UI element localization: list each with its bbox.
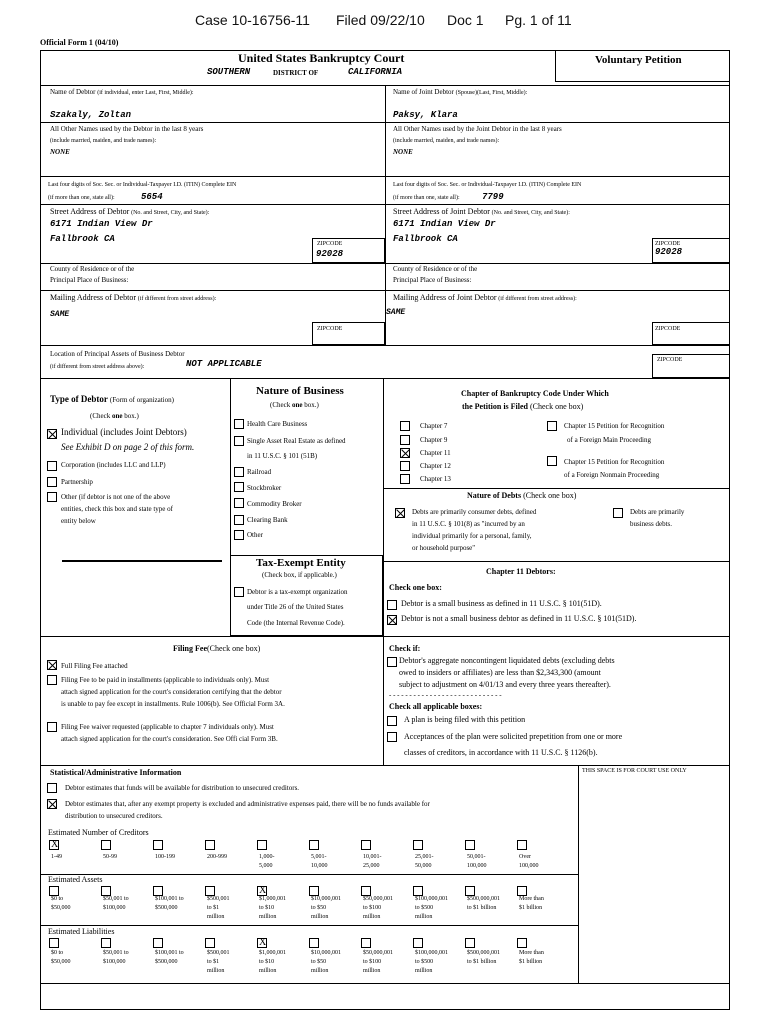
assets-range-label: to $1 billion [467, 905, 497, 911]
assets-range-label: million [415, 914, 433, 920]
liabilities-range-label: million [415, 968, 433, 974]
no-funds-line2: distribution to unsecured creditors. [65, 812, 163, 820]
clearing-bank-checkbox[interactable] [234, 515, 244, 525]
nature-debts-title: Nature of Debts (Check one box) [467, 491, 577, 500]
assets-range-label: to $1 [207, 905, 220, 911]
liabilities-range-label: $1 billion [519, 959, 543, 965]
divider [383, 488, 730, 489]
installments-checkbox[interactable] [47, 675, 57, 685]
plan-filed-checkbox[interactable] [387, 716, 397, 726]
divider [40, 925, 578, 926]
joint-mail-zip-label: ZIPCODE [655, 326, 681, 332]
railroad-checkbox[interactable] [234, 467, 244, 477]
joint-other-names-value: NONE [393, 148, 413, 156]
liabilities-range-checkbox[interactable] [257, 938, 267, 948]
creditors-range-checkbox[interactable] [517, 840, 527, 850]
assets-range-label: $100,001 to [155, 896, 184, 902]
form-id: Official Form 1 (04/10) [40, 38, 119, 47]
assets-range-checkbox[interactable] [361, 886, 371, 896]
debtor-name-value: Szakaly, Zoltan [50, 110, 132, 120]
divider [383, 561, 730, 562]
joint-county-label2: Principal Place of Business: [393, 276, 472, 284]
business-debts-checkbox[interactable] [613, 508, 623, 518]
chapter-11-label: Chapter 11 [420, 449, 451, 457]
creditors-range-label: 50-99 [103, 854, 117, 860]
page-number: Pg. 1 of 11 [505, 12, 572, 28]
debtor-other-names-label: All Other Names used by the Debtor in the last 8 years [50, 125, 204, 133]
corporation-label: Corporation (includes LLC and LLP) [61, 461, 166, 469]
liabilities-label: Estimated Liabilities [48, 927, 115, 936]
liabilities-range-label: to $50 [311, 959, 327, 965]
chapter-title2: the Petition is Filed (Check one box) [462, 402, 584, 411]
assets-range-label: $50,000,001 [363, 896, 393, 902]
corporation-checkbox[interactable] [47, 461, 57, 471]
chapter-15-main-line2: of a Foreign Main Proceeding [567, 436, 651, 444]
commodity-label: Commodity Broker [247, 500, 302, 508]
no-funds-line1: Debtor estimates that, after any exempt property is excluded and administrative expenses paid, there will be no funds available for [65, 800, 430, 808]
court-title: United States Bankruptcy Court [238, 51, 405, 65]
doc-number: Doc 1 [447, 12, 484, 28]
liabilities-range-checkbox[interactable] [517, 938, 527, 948]
aggregate-debts-line1: Debtor's aggregate noncontingent liquidated debts (excluding debts [399, 656, 615, 665]
liabilities-range-checkbox[interactable] [361, 938, 371, 948]
divider [40, 378, 730, 379]
creditors-range-label: 200-999 [207, 854, 227, 860]
acceptances-checkbox[interactable] [387, 732, 397, 742]
chapter-13-label: Chapter 13 [420, 475, 451, 483]
type-check-hint: (Check one box.) [90, 412, 139, 420]
creditors-range-label: 25,001- [415, 854, 434, 860]
creditors-label: Estimated Number of Creditors [48, 828, 149, 837]
debtor-other-names-hint: (include married, maiden, and trade names): [50, 138, 157, 144]
filed-date: Filed 09/22/10 [336, 12, 425, 28]
assets-range-label: $50,001 to [103, 896, 129, 902]
case-number: Case 10-16756-11 [195, 12, 310, 28]
divider [40, 122, 730, 123]
divider [40, 345, 730, 346]
acceptances-line2: classes of creditors, in accordance with 11 U.S.C. § 1126(b). [404, 748, 598, 757]
creditors-range-checkbox[interactable] [257, 840, 267, 850]
assets-range-checkbox[interactable] [465, 886, 475, 896]
chapter-12-checkbox[interactable] [400, 461, 410, 471]
joint-other-names-label: All Other Names used by the Joint Debtor in the last 8 years [393, 125, 562, 133]
divider [40, 765, 730, 766]
consumer-debts-checkbox[interactable] [395, 508, 405, 518]
liabilities-range-label: million [259, 968, 277, 974]
installments-line2: attach signed application for the court's consideration certifying that the debtor [61, 688, 282, 696]
assets-location-hint: (if different from street address above): [50, 364, 145, 370]
liabilities-range-label: to $500 [415, 959, 434, 965]
assets-label: Estimated Assets [48, 875, 103, 884]
creditors-range-checkbox[interactable] [153, 840, 163, 850]
assets-range-checkbox[interactable] [101, 886, 111, 896]
joint-name-value: Paksy, Klara [393, 110, 458, 120]
divider [40, 874, 578, 875]
joint-ssn-hint: (if more than one, state all): [393, 195, 460, 201]
creditors-range-checkbox[interactable] [361, 840, 371, 850]
other-entity-line2: entities, check this box and state type of [61, 505, 173, 513]
aggregate-debts-line2: owed to insiders or affiliates) are less than $2,343,300 (amount [399, 668, 601, 677]
single-asset-line2: in 11 U.S.C. § 101 (51B) [247, 452, 318, 460]
liabilities-range-checkbox[interactable] [309, 938, 319, 948]
plan-filed-label: A plan is being filed with this petition [404, 715, 526, 724]
liabilities-range-checkbox[interactable] [153, 938, 163, 948]
joint-county-label: County of Residence or of the [393, 265, 478, 273]
chapter-9-label: Chapter 9 [420, 436, 448, 444]
individual-label: Individual (includes Joint Debtors) [61, 427, 187, 437]
creditors-range-label: Over [519, 854, 531, 860]
statistical-title: Statistical/Administrative Information [50, 768, 182, 777]
petition-title: Voluntary Petition [595, 54, 682, 66]
assets-range-checkbox[interactable] [205, 886, 215, 896]
chapter-11-checkbox[interactable] [400, 448, 410, 458]
liabilities-range-label: $500,000 [155, 959, 178, 965]
aggregate-debts-checkbox[interactable] [387, 657, 397, 667]
assets-range-label: $500,000 [155, 905, 178, 911]
debtor-mailing-value: SAME [50, 310, 70, 319]
liabilities-range-label: More than [519, 950, 544, 956]
assets-range-label: $1,000,001 [259, 896, 286, 902]
chapter-15-main-line1: Chapter 15 Petition for Recognition [564, 422, 665, 430]
debtor-name-label: Name of Debtor (if individual, enter Last, First, Middle): [50, 88, 194, 96]
chapter-7-label: Chapter 7 [420, 422, 448, 430]
single-asset-checkbox[interactable] [234, 436, 244, 446]
joint-zip-value: 92028 [655, 247, 683, 257]
creditors-range-checkbox[interactable] [413, 840, 423, 850]
commodity-checkbox[interactable] [234, 498, 244, 508]
creditors-range-label: 100-199 [155, 854, 175, 860]
chapter-12-label: Chapter 12 [420, 462, 451, 470]
liabilities-range-label: million [363, 968, 381, 974]
small-business-checkbox[interactable] [387, 600, 397, 610]
small-business-label: Debtor is a small business as defined in 11 U.S.C. § 101(51D). [401, 599, 602, 608]
liabilities-range-label: $100,001 to [155, 950, 184, 956]
divider [578, 765, 579, 983]
creditors-range-label: 5,001- [311, 854, 327, 860]
check-all-label: Check all applicable boxes: [389, 702, 483, 711]
exhibit-d-note: See Exhibit D on page 2 of this form. [61, 442, 195, 452]
assets-range-label: $100,000 [103, 905, 126, 911]
fee-waiver-checkbox[interactable] [47, 722, 57, 732]
liabilities-range-checkbox[interactable] [101, 938, 111, 948]
assets-location-label: Location of Principal Assets of Business Debtor [50, 350, 185, 358]
chapter-15-nonmain-line2: of a Foreign Nonmain Proceeding [564, 471, 660, 479]
not-small-business-label: Debtor is not a small business debtor as defined in 11 U.S.C. § 101(51D). [401, 614, 637, 623]
debtor-street-line1: 6171 Indian View Dr [50, 219, 153, 229]
assets-range-checkbox[interactable] [153, 886, 163, 896]
liabilities-selected-mark: X [259, 937, 267, 948]
creditors-range-checkbox[interactable] [49, 840, 59, 850]
divider [385, 85, 386, 345]
chapter-15-nonmain-line1: Chapter 15 Petition for Recognition [564, 458, 665, 466]
chapter-15-main-checkbox[interactable] [547, 421, 557, 431]
divider [40, 176, 730, 177]
assets-range-checkbox[interactable] [413, 886, 423, 896]
nature-business-check: (Check one box.) [270, 401, 319, 409]
consumer-debts-line1: Debts are primarily consumer debts, defined [412, 508, 537, 516]
divider [40, 204, 730, 205]
assets-range-label: to $10 [259, 905, 275, 911]
creditors-range-label: 100,000 [519, 863, 539, 869]
business-debts-line1: Debts are primarily [630, 508, 685, 516]
assets-range-label: $500,001 [207, 896, 230, 902]
installments-line3: is unable to pay fee except in installments. Rule 1006(b). See Official Form 3A. [61, 700, 285, 708]
liabilities-range-label: to $1 billion [467, 959, 497, 965]
aggregate-debts-line3: subject to adjustment on 4/01/13 and every three years thereafter). [399, 680, 611, 689]
chapter-7-checkbox[interactable] [400, 421, 410, 431]
court-use-only: THIS SPACE IS FOR COURT USE ONLY [582, 768, 687, 774]
creditors-selected-mark: X [51, 839, 59, 850]
assets-range-label: $500,000,001 [467, 896, 500, 902]
creditors-range-label: 1,000- [259, 854, 275, 860]
assets-range-label: $1 billion [519, 905, 543, 911]
creditors-range-label: 50,000 [415, 863, 432, 869]
other-entity-line [62, 560, 222, 562]
joint-mailing-label: Mailing Address of Joint Debtor (if different from street address): [393, 293, 577, 302]
tax-exempt-checkbox[interactable] [234, 587, 244, 597]
type-of-debtor-title: Type of Debtor (Form of organization) [50, 394, 174, 404]
chapter-15-nonmain-checkbox[interactable] [547, 456, 557, 466]
full-fee-label: Full Filing Fee attached [61, 662, 128, 670]
stockbroker-label: Stockbroker [247, 484, 282, 492]
joint-zip-label: ZIPCODE [655, 241, 681, 247]
joint-name-label: Name of Joint Debtor (Spouse)(Last, First, Middle): [393, 88, 528, 96]
liabilities-range-checkbox[interactable] [413, 938, 423, 948]
assets-range-label: to $500 [415, 905, 434, 911]
liabilities-range-label: to $1 [207, 959, 220, 965]
district-state: CALIFORNIA [348, 67, 403, 77]
creditors-range-checkbox[interactable] [309, 840, 319, 850]
creditors-range-checkbox[interactable] [465, 840, 475, 850]
consumer-debts-line2: in 11 U.S.C. § 101(8) as "incurred by an [412, 520, 525, 528]
check-if-label: Check if: [389, 644, 421, 653]
debtor-zip-label: ZIPCODE [317, 241, 343, 247]
district-of: DISTRICT OF [273, 69, 319, 77]
creditors-range-checkbox[interactable] [101, 840, 111, 850]
partnership-label: Partnership [61, 478, 93, 486]
other-entity-line1: Other (if debtor is not one of the above [61, 493, 171, 501]
partnership-checkbox[interactable] [47, 477, 57, 487]
liabilities-range-label: $100,000 [103, 959, 126, 965]
chapter-9-checkbox[interactable] [400, 435, 410, 445]
health-care-checkbox[interactable] [234, 419, 244, 429]
liabilities-range-label: $0 to [51, 950, 64, 956]
liabilities-range-label: $10,000,001 [311, 950, 341, 956]
assets-range-label: million [363, 914, 381, 920]
debtor-ssn-value: 5654 [141, 192, 163, 202]
joint-ssn-value: 7799 [482, 192, 504, 202]
creditors-range-label: 100,000 [467, 863, 487, 869]
assets-location-value: NOT APPLICABLE [186, 359, 262, 369]
divider [40, 636, 730, 637]
tax-exempt-title: Tax-Exempt Entity [256, 557, 346, 569]
assets-range-checkbox[interactable] [309, 886, 319, 896]
single-asset-line1: Single Asset Real Estate as defined [247, 437, 346, 445]
creditors-range-label: 10,001- [363, 854, 382, 860]
assets-range-label: million [311, 914, 329, 920]
consumer-debts-line4: or household purpose" [412, 544, 476, 552]
dashed-separator: - - - - - - - - - - - - - - - - - - - - - - - - - - - - [389, 691, 502, 699]
liabilities-range-label: million [207, 968, 225, 974]
fee-waiver-line2: attach signed application for the court's consideration. See Offi cial Form 3B. [61, 735, 278, 743]
ch11-debtors-title: Chapter 11 Debtors: [486, 567, 556, 576]
divider [383, 378, 384, 765]
liabilities-range-checkbox[interactable] [205, 938, 215, 948]
debtor-other-names-value: NONE [50, 148, 70, 156]
health-care-label: Health Care Business [247, 420, 308, 428]
liabilities-range-label: million [311, 968, 329, 974]
creditors-range-checkbox[interactable] [205, 840, 215, 850]
liabilities-range-label: $1,000,001 [259, 950, 286, 956]
assets-range-label: million [207, 914, 225, 920]
nature-business-title: Nature of Business [256, 385, 344, 397]
liabilities-range-checkbox[interactable] [49, 938, 59, 948]
creditors-range-label: 25,000 [363, 863, 380, 869]
stockbroker-checkbox[interactable] [234, 482, 244, 492]
divider [40, 983, 730, 984]
acceptances-line1: Acceptances of the plan were solicited prepetition from one or more [404, 732, 623, 741]
other-business-label: Other [247, 531, 263, 539]
other-entity-checkbox[interactable] [47, 492, 57, 502]
liabilities-range-checkbox[interactable] [465, 938, 475, 948]
assets-range-label: to $100 [363, 905, 382, 911]
debtor-zip-value: 92028 [316, 249, 344, 259]
debtor-mail-zip-label: ZIPCODE [317, 326, 343, 332]
individual-checkbox[interactable] [47, 429, 57, 439]
assets-range-label: $100,000,001 [415, 896, 448, 902]
assets-selected-mark: X [259, 885, 267, 896]
liabilities-range-label: $50,000,001 [363, 950, 393, 956]
joint-street-line2: Fallbrook CA [393, 234, 458, 244]
business-debts-line2: business debts. [630, 520, 672, 528]
liabilities-range-label: $500,001 [207, 950, 230, 956]
divider [40, 290, 730, 291]
debtor-street-line2: Fallbrook CA [50, 234, 115, 244]
creditors-range-label: 50,001- [467, 854, 486, 860]
debtor-street-label: Street Address of Debtor (No. and Street, City, and State): [50, 207, 210, 216]
joint-other-names-hint: (include married, maiden, and trade names): [393, 138, 500, 144]
railroad-label: Railroad [247, 468, 272, 476]
liabilities-range-label: $50,001 to [103, 950, 129, 956]
chapter-title: Chapter of Bankruptcy Code Under Which [461, 389, 609, 398]
joint-ssn-label: Last four digits of Soc. Sec. or Individual-Taxpayer I.D. (ITIN) Complete EIN [393, 182, 582, 188]
district-name: SOUTHERN [207, 67, 251, 77]
joint-street-label: Street Address of Joint Debtor (No. and Street, City, and State): [393, 207, 570, 216]
not-small-business-checkbox[interactable] [387, 615, 397, 625]
debtor-county-label: County of Residence or of the [50, 265, 135, 273]
fee-waiver-line1: Filing Fee waiver requested (applicable to chapter 7 individuals only). Must [61, 723, 274, 731]
assets-range-label: $10,000,001 [311, 896, 341, 902]
clearing-bank-label: Clearing Bank [247, 516, 288, 524]
filing-fee-title: Filing Fee(Check one box) [173, 644, 261, 653]
chapter-13-checkbox[interactable] [400, 474, 410, 484]
assets-range-label: $50,000 [51, 905, 71, 911]
assets-range-label: million [259, 914, 277, 920]
funds-available-label: Debtor estimates that funds will be available for distribution to unsecured creditors. [65, 784, 300, 792]
tax-exempt-line2: under Title 26 of the United States [247, 603, 344, 611]
liabilities-range-label: to $10 [259, 959, 275, 965]
tax-exempt-line3: Code (the Internal Revenue Code). [247, 619, 345, 627]
liabilities-range-label: $50,000 [51, 959, 71, 965]
divider [40, 263, 730, 264]
debtor-ssn-label: Last four digits of Soc. Sec. or Individual-Taxpayer I.D. (ITIN) Complete EIN [48, 182, 237, 188]
assets-range-checkbox[interactable] [517, 886, 527, 896]
creditors-range-label: 1-49 [51, 854, 62, 860]
installments-line1: Filing Fee to be paid in installments (applicable to individuals only). Must [61, 676, 270, 684]
liabilities-range-label: to $100 [363, 959, 382, 965]
assets-range-checkbox[interactable] [49, 886, 59, 896]
ch11-check-one: Check one box: [389, 583, 442, 592]
other-entity-line3: entity below [61, 517, 96, 525]
full-fee-checkbox[interactable] [47, 660, 57, 670]
liabilities-range-label: $100,000,001 [415, 950, 448, 956]
debtor-mailing-label: Mailing Address of Debtor (if different from street address): [50, 293, 217, 302]
other-business-checkbox[interactable] [234, 530, 244, 540]
creditors-range-label: 10,000 [311, 863, 328, 869]
liabilities-range-label: $500,000,001 [467, 950, 500, 956]
tax-exempt-line1: Debtor is a tax-exempt organization [247, 588, 348, 596]
assets-range-checkbox[interactable] [257, 886, 267, 896]
debtor-ssn-hint: (if more than one, state all): [48, 195, 115, 201]
creditors-range-label: 5,000 [259, 863, 273, 869]
tax-exempt-hint: (Check box, if applicable.) [262, 571, 337, 579]
debtor-county-label2: Principal Place of Business: [50, 276, 129, 284]
consumer-debts-line3: individual primarily for a personal, family, [412, 532, 532, 540]
joint-street-line1: 6171 Indian View Dr [393, 219, 496, 229]
no-funds-checkbox[interactable] [47, 799, 57, 809]
assets-range-label: $0 to [51, 896, 64, 902]
assets-range-label: More than [519, 896, 544, 902]
funds-available-checkbox[interactable] [47, 783, 57, 793]
assets-range-label: to $50 [311, 905, 327, 911]
assets-zip-label: ZIPCODE [657, 357, 683, 363]
joint-mailing-value: SAME [386, 308, 406, 317]
